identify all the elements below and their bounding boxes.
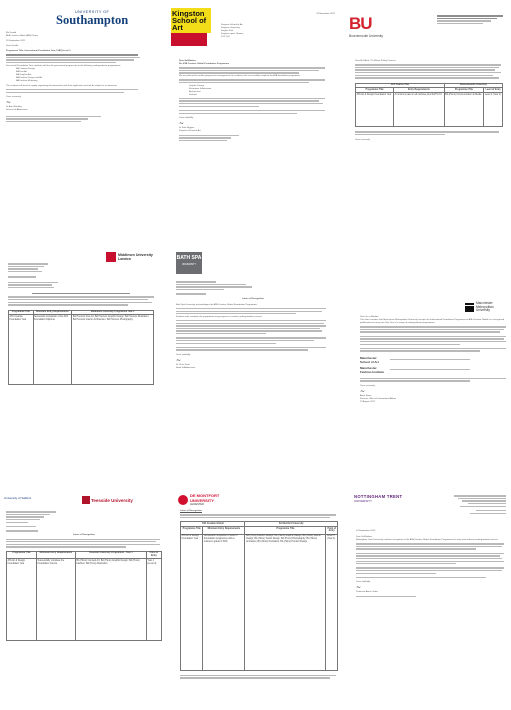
nottingham-trent-letter — [350, 490, 510, 702]
course-item: Architecture — [189, 90, 201, 93]
table-cell: ATA Art & Design Foundation Year — [181, 534, 203, 670]
southampton-logo — [56, 10, 128, 26]
signature: ~ — [360, 387, 366, 395]
address-line: Knights Park — [221, 30, 234, 32]
ntu-logo-main: NOTTINGHAM TRENT — [354, 494, 403, 499]
table-subheader: Point of Entry — [327, 527, 337, 533]
table-subheader: Programme Title — [181, 527, 203, 535]
southampton-letter — [2, 8, 154, 210]
table-header: De Montfort University — [245, 522, 338, 527]
table-header: ATA Course Title — [356, 83, 445, 88]
bournemouth-logo-sub: Bournemouth University — [349, 34, 384, 38]
table-cell: ATA Creative Foundation Year — [9, 315, 34, 385]
table-subheader: Level of Entry — [485, 89, 501, 92]
signatory-name: Professor Anne Clarke — [356, 591, 378, 594]
letter-date: 22 August 2017 — [360, 400, 376, 403]
table-subheader: Programme Title — [444, 88, 483, 93]
bournemouth-letter — [347, 8, 509, 210]
salford-logo: University of Salford — [4, 496, 31, 500]
table-subheader: Entry Requirements — [394, 88, 445, 93]
ntu-logo — [354, 494, 402, 503]
salutation: Dear Sir or Madam — [360, 316, 379, 318]
manchester-met-mark-icon — [465, 303, 474, 312]
ntu-logo-sub: UNIVERSITY — [354, 499, 373, 503]
table-header: ATA Creative Global — [181, 522, 245, 527]
middlesex-logo-main: Middlesex University London — [118, 253, 153, 261]
programme-title: Programme Title: International Foundation Year, FHEQ Level 3 — [6, 50, 71, 52]
progression-table — [180, 521, 338, 670]
course-item: Fashion — [189, 93, 197, 96]
bath-spa-logo — [176, 252, 202, 274]
table-header: Bournemouth University — [444, 83, 502, 88]
signature: ~ — [356, 584, 362, 592]
table-header: Minimum Entry Requirements — [36, 551, 75, 559]
body-text: Bath Spa University acknowledges the ATA Creative Global Foundation Programme. — [176, 303, 258, 306]
southampton-logo-main: Southampton — [56, 13, 129, 27]
manchester-school-of-art-logo: Manchester School of Art — [360, 355, 379, 364]
manchester-met-logo — [465, 302, 506, 313]
table-cell: Successful completion of the ATA Foundation Diploma — [33, 315, 72, 385]
signatory-name: Dr Ann Woodley — [6, 105, 22, 108]
signatory-name: Dr Chris Scott — [176, 363, 190, 366]
signature: ~ — [6, 98, 12, 106]
table-subheader: Programme Title — [356, 88, 394, 93]
signature: ~ — [179, 119, 185, 127]
table-cell: Successful completion of Level 3 Foundation programme with a minimum grade of 60% — [203, 534, 245, 670]
table-header: Teesside University Programme - Year 1 — [75, 551, 146, 559]
address-line: KT1 2QJ — [221, 36, 230, 38]
closing: Yours sincerely, — [360, 384, 376, 387]
course-item: BA Fashion Marketing — [16, 79, 38, 82]
table-header: Point of Entry — [146, 551, 161, 559]
course-item: BA Creative Design — [16, 67, 35, 70]
dmu-logo-main: DE MONTFORT UNIVERSITY — [190, 493, 220, 503]
table-cell: Level 4 (Year 1) — [484, 93, 503, 127]
letter-title: Letter of Recognition — [180, 510, 202, 512]
recipient-school: ATA Creative Global (ATA) China — [6, 35, 38, 37]
salutation: Dear Sir/Madam, — [179, 60, 197, 62]
body-text: Nottingham Trent University confirms recognition of the ATA Creative Global Foundation Programme for entry onto relevant undergraduate courses. — [356, 539, 499, 541]
progression-table — [6, 551, 162, 642]
bournemouth-logo — [349, 14, 389, 38]
supporting-note: The students will need to supply supporting documentation with their application and will be subject to an interview. — [6, 84, 118, 87]
signatory-school: Kingston School of Art — [179, 129, 201, 132]
closing: Yours sincerely, — [6, 95, 22, 98]
course-item: BA Fashion Design and Art — [16, 76, 43, 79]
address-line: Kingston School of Art — [221, 24, 243, 26]
course-item: BA Fine Art — [16, 70, 27, 73]
salutation: Dear Mr Elbert / To Whom It May Concern — [355, 60, 396, 62]
course-item: Graphic Design — [189, 84, 205, 87]
kingston-letter — [171, 8, 339, 210]
salutation: Dear Sir/Madam — [356, 536, 372, 538]
table-cell: ATA Art & Design Foundation Year — [7, 559, 37, 641]
southampton-logo-top: UNIVERSITY OF — [75, 10, 110, 14]
letter-date: 14 September 2020 — [356, 530, 376, 532]
closing: Yours sincerely, — [355, 139, 371, 142]
closing: Yours faithfully, — [176, 353, 191, 356]
signatory-title: Head of Admissions — [176, 366, 196, 369]
middlesex-shield-icon — [106, 252, 116, 262]
bath-spa-logo-sub: UNIVERSITY — [181, 263, 197, 266]
table-cell: Level 4 (Year 1) — [326, 534, 338, 670]
teesside-logo — [82, 496, 133, 504]
body-text: We are pleased to confirm progression arrangements for students who successfully complete the ATA foundation programme. — [179, 75, 301, 78]
table-header: Middlesex University Programme Year 1 — [72, 310, 154, 315]
letter-date: 24 November 2021 — [316, 13, 335, 15]
signatory-name: Dr Kate Higgins — [179, 126, 195, 129]
letter-title: Letter of Recognition — [242, 297, 264, 300]
subject: Re: ATA Creative Global Foundation Programme — [179, 63, 230, 65]
teesside-logo-main: Teesside University — [91, 497, 133, 503]
progression-table — [355, 83, 503, 128]
letter-date: 18 September 2021 — [6, 40, 26, 42]
signatory-name: Anne Stone — [360, 394, 372, 397]
middlesex-letter — [2, 248, 158, 456]
de-montfort-letter — [176, 492, 342, 708]
dmu-logo-sub: LEICESTER — [190, 503, 204, 506]
table-cell: BA (Hons) Concept Art; BA (Hons) Graphic Design; BA (Hons) Fashion; BA (Hons) Illustration — [75, 559, 146, 641]
progression-note: Successful Foundation Year students will then be guaranteed progression to the following undergraduate programmes: — [6, 64, 121, 67]
table-header: Minimum Entry Requirements — [33, 310, 72, 315]
progression-table — [8, 310, 154, 386]
table-cell: Year 1 (Level 4) — [146, 559, 161, 641]
table-subheader: Programme Title — [245, 527, 326, 535]
manchester-met-letter — [352, 240, 510, 454]
table-cell: Successfully complete the Foundation Course — [36, 559, 75, 641]
closing: Yours faithfully, — [179, 116, 194, 119]
kingston-logo — [171, 8, 211, 46]
dmu-mark-icon — [178, 495, 188, 505]
signatory-title: Director, Office of International Affairs — [360, 397, 397, 400]
bath-spa-logo-main: BATH SPA — [176, 255, 202, 261]
table-cell: BA (Hons) Fashion Design; BA (Hons) Graphic Design; BA (Hons) Interior Design; BA (Hons) Textile Design; BA (Hons) Photography; BA (Hons) Animation; BA (Hons) Illustration; BA (Hons) Product Design — [245, 534, 326, 670]
kingston-logo-main: Kingston School of Art — [171, 8, 211, 33]
table-subheader: Minimum Entry Requirements — [203, 527, 245, 535]
table-header: Programme Title — [7, 551, 37, 559]
course-item: BA Graphic Arts — [16, 73, 32, 76]
address-line: Kingston University — [221, 27, 240, 29]
table-cell: BA Honours Fine Art; BA Honours Graphic Design; BA Honours Illustration; BA Honours Interior Architecture; BA Honours Photography — [72, 315, 154, 385]
salutation: Dear Deadd, — [6, 45, 19, 47]
course-item: Illustration & Animation — [189, 87, 212, 90]
middlesex-logo — [106, 252, 154, 262]
bath-spa-letter — [170, 250, 336, 446]
recipient-name: Ms Deadd — [6, 32, 16, 34]
bournemouth-logo-main: BU — [349, 14, 372, 33]
signature: ~ — [176, 356, 182, 364]
salford-teesside-letter — [2, 494, 166, 708]
table-cell: BA (Hons) Communication & Media — [444, 93, 483, 127]
body-text: This letter confirms that Manchester Metropolitan University accepts the International Foundation Programme at ATA Creative Global as a recognised qualification for entry into Year One of a range of undergraduate programmes. — [360, 319, 505, 324]
dmu-logo — [178, 494, 230, 506]
signatory-title: Director of Admissions — [6, 108, 28, 111]
teesside-mark-icon — [82, 496, 90, 504]
closing: Yours faithfully, — [356, 581, 371, 584]
table-header: Programme Title — [9, 310, 34, 315]
address-line: Kingston upon Thames — [221, 33, 244, 35]
manchester-met-logo-main: Manchester Metropolitan University — [476, 301, 494, 312]
manchester-fashion-institute-logo: Manchester Fashion Institute — [360, 365, 384, 374]
table-cell: A minimum pass in all modules plus IELTS 6.0 — [394, 93, 445, 127]
letter-title: Letter of Recognition — [73, 533, 95, 536]
table-cell: ATA Art & Design Foundation Year — [356, 93, 394, 127]
body-text: Students who complete the programme may progress to creative undergraduate courses. — [176, 315, 263, 318]
